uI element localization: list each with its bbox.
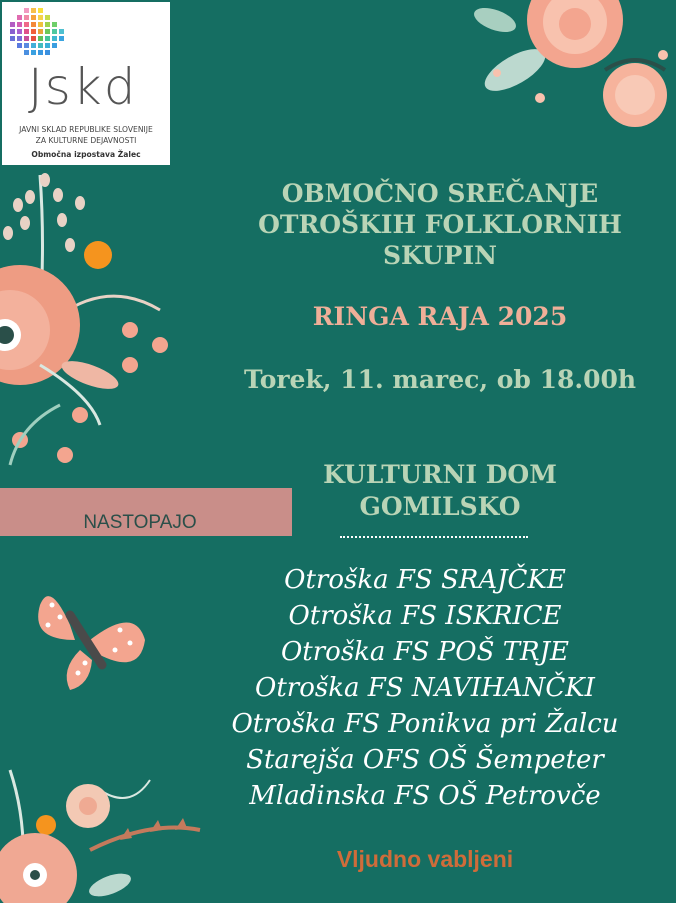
invitation-text: Vljudno vabljeni [336,846,514,872]
logo-organisation-name [6,124,166,146]
list-item: Mladinska FS OŠ Petrovče [249,781,601,811]
logo-wordmark: Jskd [28,58,138,116]
jskd-logo [2,2,170,165]
event-venue [230,459,650,523]
flower-decoration-top-right-icon [455,0,676,135]
jskd-logo-mark-icon [10,6,68,64]
dotted-divider [340,536,528,538]
logo-branch-name: Območna izpostava Žalec [31,150,141,159]
list-item: Otroška FS ISKRICE [288,601,562,631]
title-line-1: OBMOČNO SREČANJE [281,179,599,208]
list-item: Otroška FS Ponikva pri Žalcu [231,709,619,739]
event-date-time: Torek, 11. marec, ob 18.00h [243,365,637,394]
list-item: Otroška FS POŠ TRJE [280,637,570,667]
butterfly-icon [30,585,155,695]
list-item: Otroška FS NAVIHANČKI [255,673,595,703]
list-item: Starejša OFS OŠ Šempeter [246,745,604,775]
title-line-2: OTROŠKIH FOLKLORNIH [258,210,622,239]
flower-decoration-left-icon [0,165,200,485]
event-name: RINGA RAJA 2025 [312,302,568,331]
performing-groups-list [180,562,670,814]
list-item: Otroška FS SRAJČKE [284,565,566,595]
event-title [230,178,650,271]
performers-label: NASTOPAJO [83,512,197,533]
logo-line-1: JAVNI SKLAD REPUBLIKE SLOVENIJE [19,125,153,134]
title-line-3: SKUPIN [382,241,498,270]
flower-decoration-bottom-left-icon [0,750,210,903]
venue-line-2: GOMILSKO [359,492,521,521]
logo-line-2: ZA KULTURNE DEJAVNOSTI [35,136,137,145]
venue-line-1: KULTURNI DOM [323,460,557,489]
